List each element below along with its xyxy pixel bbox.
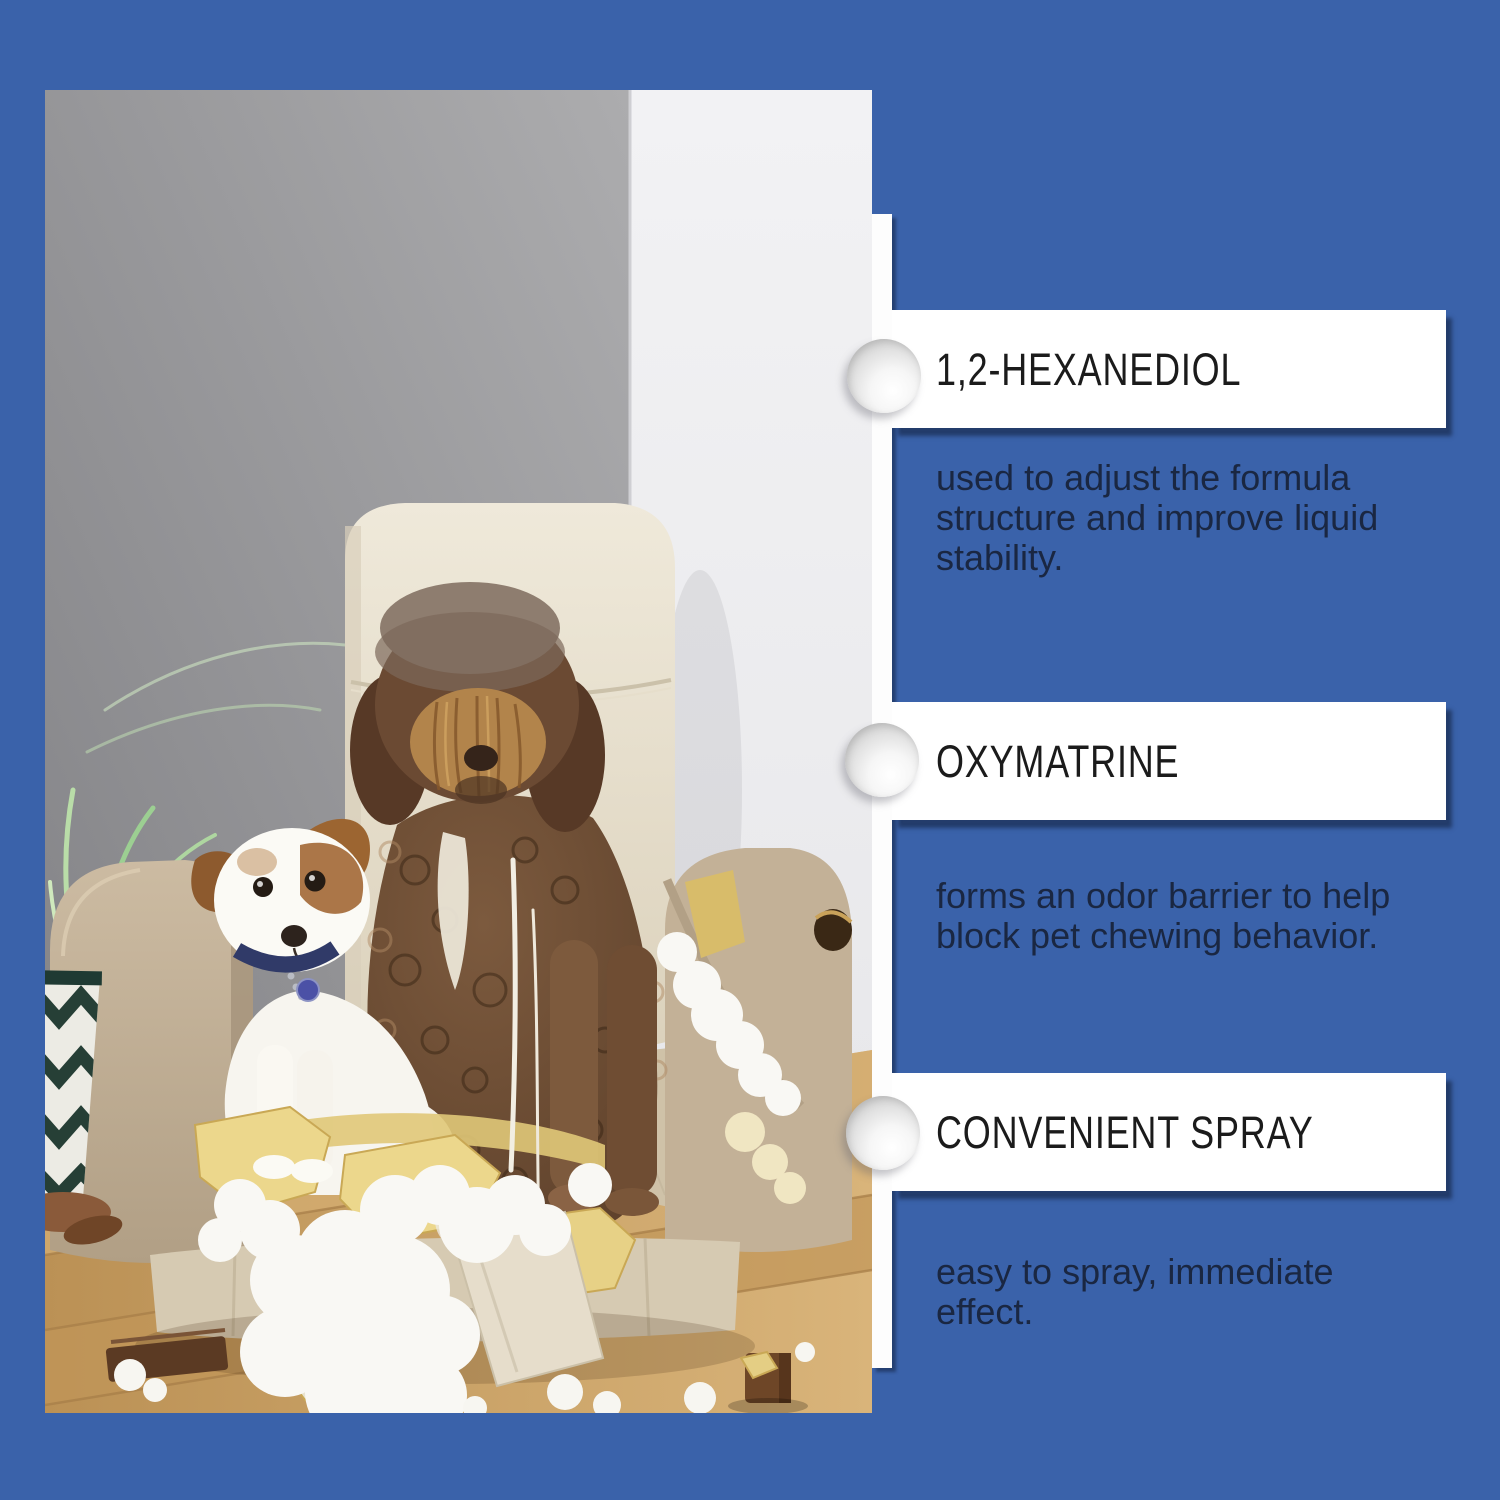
bead-icon bbox=[847, 339, 921, 413]
section-description: easy to spray, immediate effect. bbox=[936, 1251, 1334, 1332]
section-bar-convenient-spray bbox=[892, 1073, 1446, 1191]
section-bar-oxymatrine bbox=[892, 702, 1446, 820]
section-title: 1,2-HEXANEDIOL bbox=[936, 343, 1242, 395]
pet-damage-photo-illustration bbox=[45, 90, 872, 1413]
section-title: OXYMATRINE bbox=[936, 735, 1180, 787]
bead-icon bbox=[845, 723, 919, 797]
section-description: used to adjust the formula structure and improve liquid stability. bbox=[936, 457, 1379, 578]
bead-icon bbox=[846, 1096, 920, 1170]
section-description: forms an odor barrier to help block pet chewing behavior. bbox=[936, 875, 1391, 956]
pet-damage-photo bbox=[45, 90, 872, 1413]
section-bar-hexanediol bbox=[892, 310, 1446, 428]
section-title: CONVENIENT SPRAY bbox=[936, 1106, 1314, 1158]
